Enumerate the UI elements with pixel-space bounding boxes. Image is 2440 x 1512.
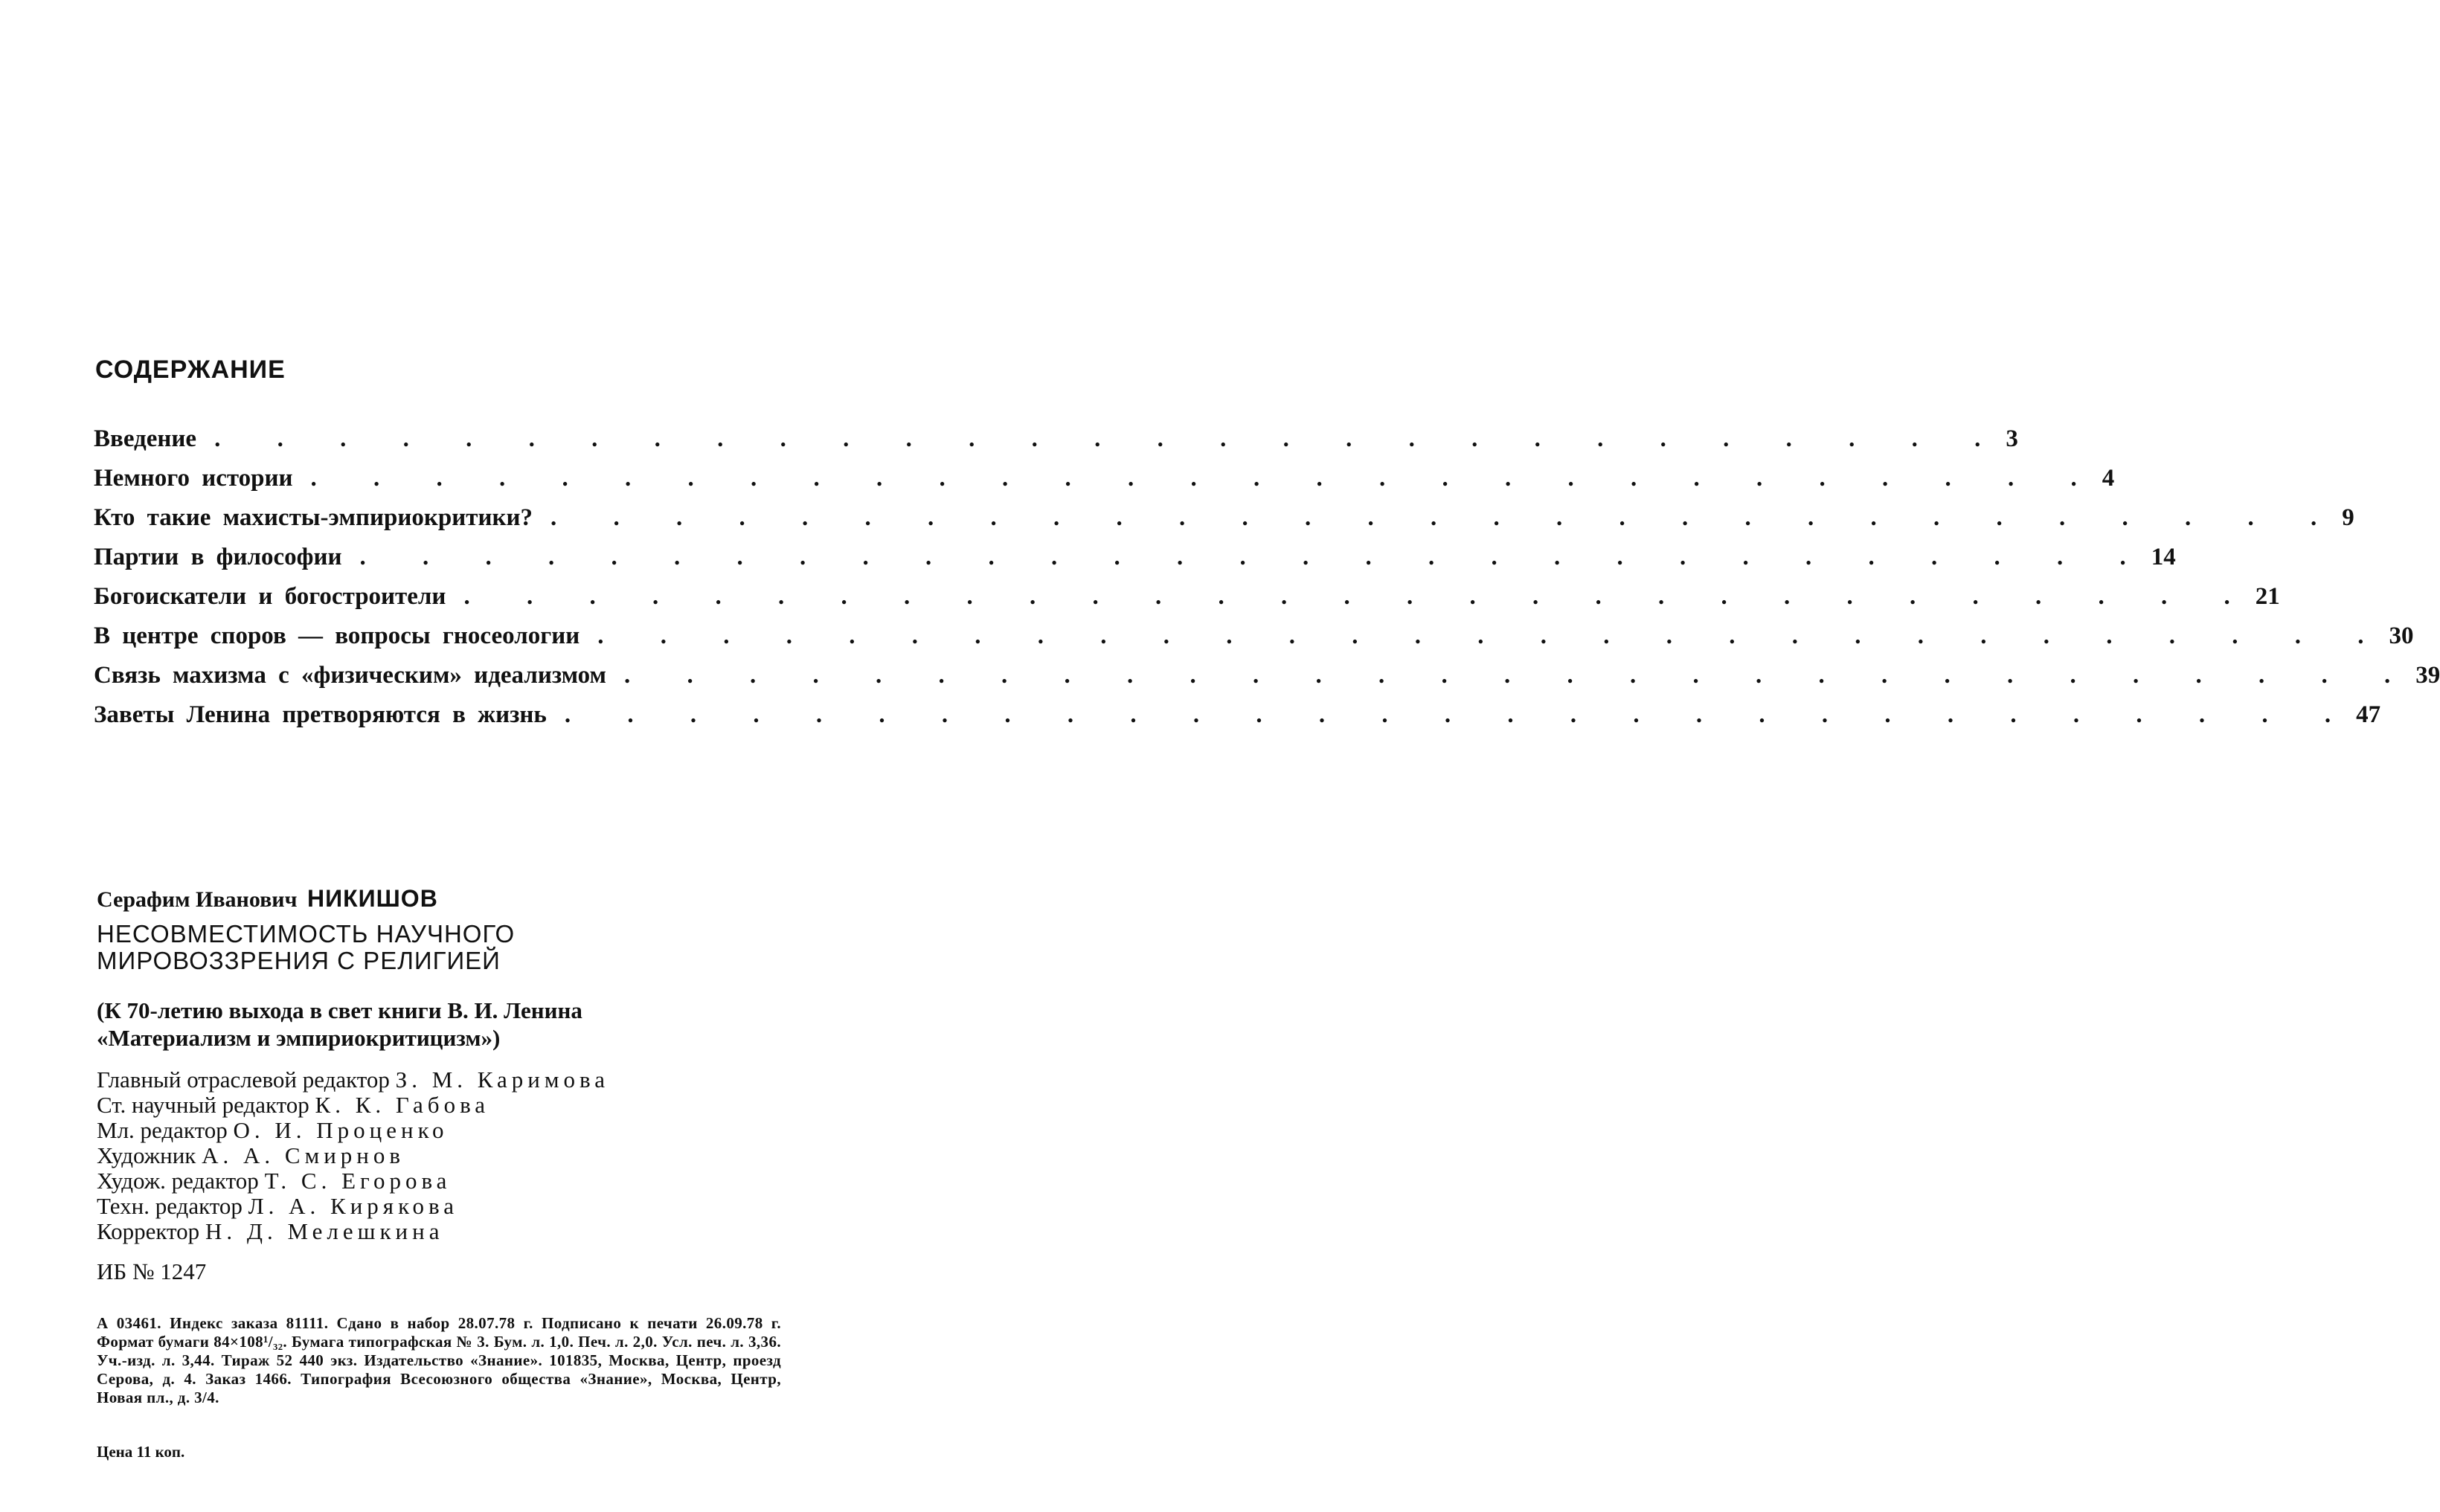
subtitle-line: (К 70-летию выхода в свет книги В. И. Ленина bbox=[97, 997, 582, 1023]
book-subtitle bbox=[97, 997, 582, 1052]
toc-entry bbox=[94, 583, 2280, 623]
toc-entry-title: Введение bbox=[94, 425, 197, 452]
toc-entry-title: Богоискатели и богостроители bbox=[94, 583, 446, 610]
toc-entry bbox=[94, 701, 2381, 741]
credit-line bbox=[97, 1118, 609, 1143]
credit-role: Техн. редактор bbox=[97, 1193, 243, 1219]
credit-line bbox=[97, 1168, 609, 1194]
credit-line bbox=[97, 1219, 609, 1244]
toc-entry-page: 47 bbox=[2356, 701, 2381, 728]
toc-entry-page: 3 bbox=[2006, 425, 2018, 452]
toc-entry-title: Связь махизма с «физическим» идеализмом bbox=[94, 662, 607, 689]
toc-leader-dots: . . . . . . . . . . . . . . . . . . . . . . . . . . . . . bbox=[214, 425, 2006, 452]
book-title-line: НЕСОВМЕСТИМОСТЬ НАУЧНОГО bbox=[97, 920, 516, 948]
subtitle-line: «Материализм и эмпириокритицизм») bbox=[97, 1025, 501, 1051]
credit-role: Ст. научный редактор bbox=[97, 1092, 309, 1118]
table-of-contents bbox=[94, 425, 2440, 741]
credit-role: Художник bbox=[97, 1142, 196, 1168]
credit-role: Мл. редактор bbox=[97, 1117, 228, 1143]
toc-entry-title: Кто такие махисты-эмпириокритики? bbox=[94, 504, 533, 531]
toc-leader-dots: . . . . . . . . . . . . . . . . . . . . . . . . . . . . . bbox=[624, 662, 2416, 689]
author-surname: НИКИШОВ bbox=[307, 885, 438, 912]
credit-role: Главный отраслевой редактор bbox=[97, 1067, 390, 1093]
toc-entry bbox=[94, 465, 2115, 504]
toc-entry-page: 39 bbox=[2415, 662, 2440, 689]
book-title bbox=[97, 921, 515, 974]
credit-name: О. И. Проценко bbox=[233, 1117, 449, 1143]
toc-leader-dots: . . . . . . . . . . . . . . . . . . . . . . . . . . . . . bbox=[550, 504, 2343, 531]
credit-role: Корректор bbox=[97, 1218, 200, 1244]
ib-number: ИБ № 1247 bbox=[97, 1258, 207, 1284]
publication-details: А 03461. Индекс заказа 81111. Сдано в набор 28.07.78 г. Подписано к печати 26.09.78 г. Формат бумаги 84×108¹/₃₂. Бумага типографская № 3. Бум. л. 1,0. Печ. л. 2,0. Усл. печ. л. 3,36. Уч.-изд. л. 3,44. Тираж 52 440 экз. Издательство «Знание». 101835, Москва, Центр, проезд Серова, д. 4. Заказ 1466. Типография Всесоюзного общества «Знание», Москва, Центр, Новая пл., д. 3/4. bbox=[97, 1314, 781, 1406]
price: Цена 11 коп. bbox=[97, 1443, 185, 1461]
toc-entry-title: Заветы Ленина претворяются в жизнь bbox=[94, 701, 547, 728]
toc-entry bbox=[94, 544, 2176, 583]
toc-entry-page: 14 bbox=[2151, 544, 2176, 570]
author-name bbox=[97, 885, 438, 913]
editorial-credits bbox=[97, 1067, 609, 1244]
toc-entry-page: 9 bbox=[2342, 504, 2354, 531]
credit-line bbox=[97, 1067, 609, 1093]
toc-leader-dots: . . . . . . . . . . . . . . . . . . . . . . . . . . . . . bbox=[359, 544, 2151, 570]
credit-line bbox=[97, 1143, 609, 1168]
credit-name: К. К. Габова bbox=[315, 1092, 490, 1118]
toc-leader-dots: . . . . . . . . . . . . . . . . . . . . . . . . . . . . . bbox=[310, 465, 2102, 492]
credit-name: А. А. Смирнов bbox=[202, 1142, 405, 1168]
toc-leader-dots: . . . . . . . . . . . . . . . . . . . . . . . . . . . . . bbox=[564, 701, 2357, 728]
toc-entry-page: 4 bbox=[2102, 465, 2115, 492]
toc-entry-title: Партии в философии bbox=[94, 544, 342, 570]
toc-entry-page: 30 bbox=[2389, 623, 2414, 649]
credit-name: Т. С. Егорова bbox=[264, 1168, 452, 1194]
toc-entry-title: Немного истории bbox=[94, 465, 293, 492]
credit-name: Н. Д. Мелешкина bbox=[205, 1218, 444, 1244]
toc-entry bbox=[94, 662, 2440, 701]
toc-leader-dots: . . . . . . . . . . . . . . . . . . . . . . . . . . . . . bbox=[463, 583, 2256, 610]
toc-leader-dots: . . . . . . . . . . . . . . . . . . . . . . . . . . . . . bbox=[597, 623, 2389, 649]
toc-heading: СОДЕРЖАНИЕ bbox=[95, 356, 286, 384]
credit-name: З. М. Каримова bbox=[395, 1067, 609, 1093]
toc-entry-title: В центре споров — вопросы гносеологии bbox=[94, 623, 580, 649]
author-given-names: Серафим Иванович bbox=[97, 887, 298, 912]
credit-name: Л. А. Кирякова bbox=[248, 1193, 459, 1219]
toc-entry bbox=[94, 425, 2018, 465]
credit-line bbox=[97, 1194, 609, 1219]
toc-entry bbox=[94, 504, 2354, 544]
credit-role: Худож. редактор bbox=[97, 1168, 259, 1194]
book-title-line: МИРОВОЗЗРЕНИЯ С РЕЛИГИЕЙ bbox=[97, 947, 501, 974]
toc-entry bbox=[94, 623, 2414, 662]
toc-entry-page: 21 bbox=[2255, 583, 2280, 610]
credit-line bbox=[97, 1093, 609, 1118]
